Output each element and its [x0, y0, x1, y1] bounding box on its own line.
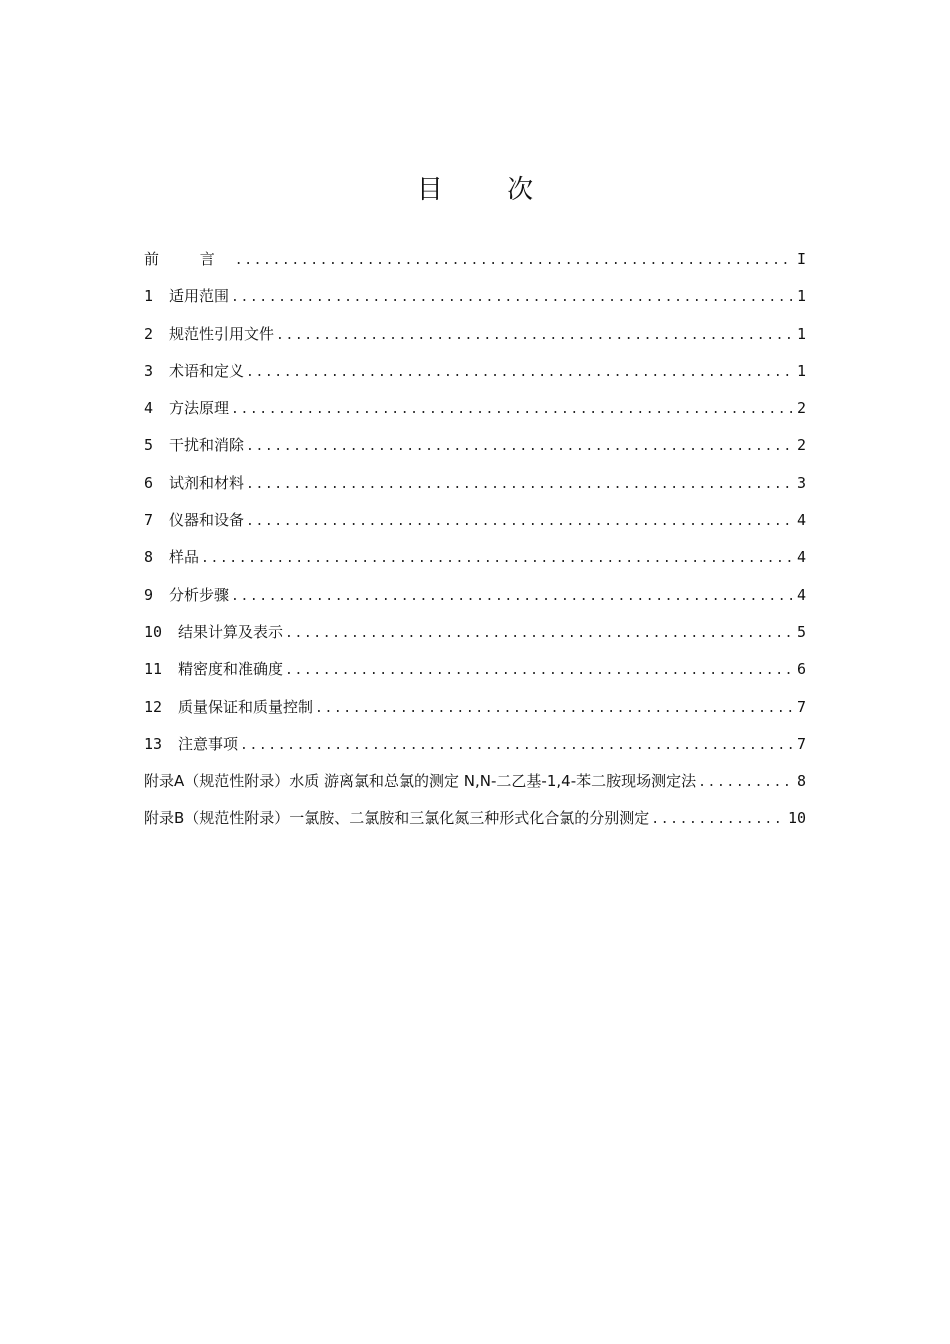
toc-entry-number: 10: [144, 622, 163, 641]
toc-entry-label: 分析步骤: [169, 585, 230, 604]
toc-entry-page: 1: [796, 361, 806, 380]
toc-entry-page: 7: [796, 697, 806, 716]
toc-entry-number: 2: [144, 324, 154, 343]
toc-entry-number: 8: [144, 548, 154, 567]
toc-entry-label: 试剂和材料: [169, 473, 245, 492]
table-of-contents: [144, 241, 806, 838]
toc-entry-page: 10: [787, 809, 806, 828]
toc-leader-dots: [231, 279, 794, 315]
toc-entry-number: 12: [144, 697, 163, 716]
toc-entry-number: 5: [144, 436, 154, 455]
toc-leader-dots: [231, 578, 794, 614]
toc-entry-number: 13: [144, 734, 163, 753]
toc-entry-label: 质量保证和质量控制: [178, 697, 314, 716]
toc-leader-dots: [276, 317, 794, 353]
toc-entry-label: 附录A（规范性附录）水质 游离氯和总氯的测定 N,N-二乙基-1,4-苯二胺现场测定法: [144, 772, 697, 791]
toc-entry-page: 4: [796, 585, 806, 604]
toc-entry-number: 9: [144, 585, 154, 604]
toc-entry-page: 2: [796, 399, 806, 418]
toc-entry-page: 4: [796, 548, 806, 567]
toc-entry-number: 11: [144, 660, 163, 679]
toc-entry-page: 6: [796, 660, 806, 679]
toc-leader-dots: [231, 391, 794, 427]
page-title: 目 次: [416, 175, 562, 205]
toc-entry-page: 3: [796, 473, 806, 492]
toc-entry-page: 4: [796, 511, 806, 530]
toc-entry-13[interactable]: [144, 726, 806, 763]
toc-leader-dots: [201, 540, 794, 576]
toc-entry-number: 3: [144, 361, 154, 380]
toc-leader-dots: [285, 615, 794, 651]
toc-entry-label: 适用范围: [169, 287, 230, 306]
toc-entry-page: 5: [796, 622, 806, 641]
toc-entry-label: 结果计算及表示: [178, 622, 284, 641]
toc-entry-page: 1: [796, 287, 806, 306]
toc-entry-5[interactable]: [144, 427, 806, 464]
toc-leader-dots: [285, 652, 794, 688]
toc-entry-label: 方法原理: [169, 399, 230, 418]
toc-entry-2[interactable]: [144, 316, 806, 353]
toc-entry-8[interactable]: [144, 539, 806, 576]
toc-entry-label: 仪器和设备: [169, 511, 245, 530]
toc-entry-label: 注意事项: [178, 734, 239, 753]
toc-leader-dots: [240, 727, 794, 763]
toc-entry-preface[interactable]: [144, 241, 806, 278]
toc-leader-dots: [246, 466, 794, 502]
toc-entry-appendix-b[interactable]: [144, 800, 806, 837]
toc-entry-label: 前 言: [144, 250, 233, 268]
toc-entry-number: 7: [144, 511, 154, 530]
toc-entry-page: 8: [796, 772, 806, 791]
toc-entry-label: 精密度和准确度: [178, 660, 284, 679]
toc-entry-label: 附录B（规范性附录）一氯胺、二氯胺和三氯化氮三种形式化合氯的分别测定: [144, 809, 650, 828]
toc-entry-number: 4: [144, 399, 154, 418]
toc-entry-page: I: [796, 250, 806, 268]
toc-entry-11[interactable]: [144, 651, 806, 688]
toc-entry-9[interactable]: [144, 577, 806, 614]
toc-leader-dots: [246, 354, 794, 390]
toc-entry-1[interactable]: [144, 278, 806, 315]
toc-entry-number: 1: [144, 287, 154, 306]
toc-leader-dots: [235, 242, 794, 278]
toc-entry-6[interactable]: [144, 465, 806, 502]
toc-leader-dots: [246, 428, 794, 464]
toc-entry-page: 2: [796, 436, 806, 455]
toc-entry-label: 规范性引用文件: [169, 324, 275, 343]
toc-entry-label: 术语和定义: [169, 361, 245, 380]
toc-entry-label: 干扰和消除: [169, 436, 245, 455]
toc-entry-page: 7: [796, 734, 806, 753]
toc-leader-dots: [246, 503, 794, 539]
toc-entry-appendix-a[interactable]: [144, 763, 806, 800]
toc-entry-label: 样品: [169, 548, 200, 567]
toc-leader-dots: [315, 690, 794, 726]
toc-entry-number: 6: [144, 473, 154, 492]
toc-entry-4[interactable]: [144, 390, 806, 427]
toc-entry-page: 1: [796, 324, 806, 343]
toc-leader-dots: [698, 764, 794, 800]
toc-entry-12[interactable]: [144, 689, 806, 726]
toc-leader-dots: [651, 801, 786, 837]
toc-entry-3[interactable]: [144, 353, 806, 390]
toc-entry-10[interactable]: [144, 614, 806, 651]
toc-entry-7[interactable]: [144, 502, 806, 539]
